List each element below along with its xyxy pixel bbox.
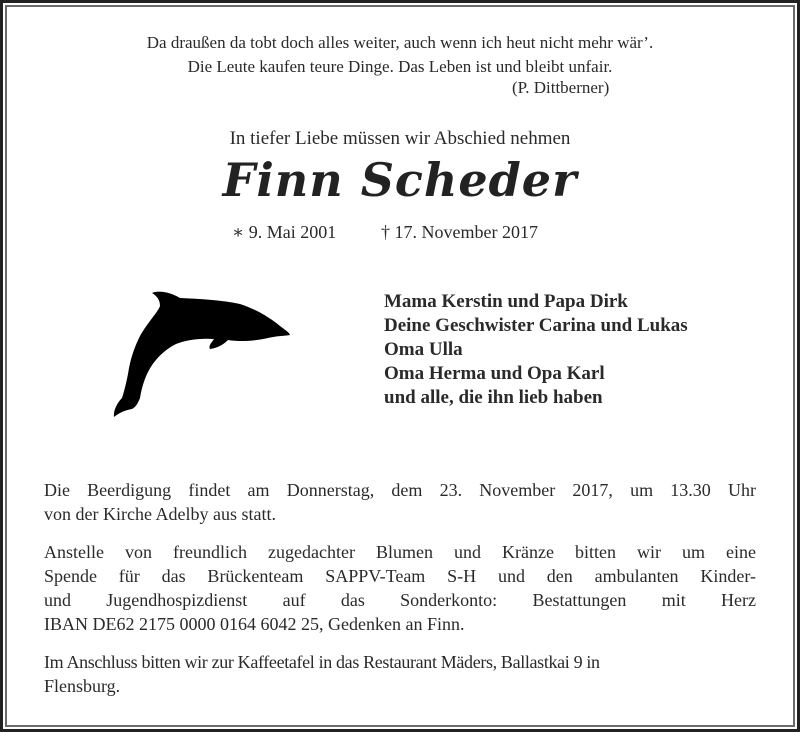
funeral-line-2: von der Kirche Adelby aus statt. xyxy=(44,504,276,524)
reception-paragraph xyxy=(44,650,756,698)
funeral-paragraph xyxy=(44,478,756,526)
donation-paragraph xyxy=(44,540,756,636)
quote-line-1: Da draußen da tobt doch alles weiter, auch wenn ich heut nicht mehr wär’. xyxy=(146,33,654,52)
donation-line-3: und Jugendhospizdienst auf das Sonderkonto: Bestattungen mit Herz xyxy=(44,590,756,610)
family-line-grandparents: Oma Herma und Opa Karl xyxy=(384,363,605,384)
family-line-all: und alle, die ihn lieb haben xyxy=(384,387,603,408)
family-list xyxy=(384,290,688,410)
family-line-oma-ulla: Oma Ulla xyxy=(384,339,463,360)
deceased-name: Finn Scheder xyxy=(222,153,578,207)
family-line-siblings: Deine Geschwister Carina und Lukas xyxy=(384,315,688,336)
birth-date: ∗ 9. Mai 2001 xyxy=(232,222,337,242)
quote-line-2: Die Leute kaufen teure Dinge. Das Leben ist und bleibt unfair. xyxy=(187,57,613,76)
family-line-parents: Mama Kerstin und Papa Dirk xyxy=(384,291,628,312)
dolphin-icon xyxy=(108,286,298,422)
intro-text: In tiefer Liebe müssen wir Abschied nehmen xyxy=(229,128,571,149)
death-date: † 17. November 2017 xyxy=(381,222,538,242)
quote-author: (P. Dittberner) xyxy=(512,78,610,97)
donation-line-2: Spende für das Brückenteam SAPPV-Team S-H und den ambulanten Kinder- xyxy=(44,566,756,586)
reception-line-1: Im Anschluss bitten wir zur Kaffeetafel in das Restaurant Mäders, Ballastkai 9 in xyxy=(44,652,600,672)
donation-line-4: IBAN DE62 2175 0000 0164 6042 25, Gedenken an Finn. xyxy=(44,614,465,634)
reception-line-2: Flensburg. xyxy=(44,676,121,696)
donation-line-1: Anstelle von freundlich zugedachter Blumen und Kränze bitten wir um eine xyxy=(44,542,756,562)
funeral-line-1: Die Beerdigung findet am Donnerstag, dem 23. November 2017, um 13.30 Uhr xyxy=(44,480,756,500)
